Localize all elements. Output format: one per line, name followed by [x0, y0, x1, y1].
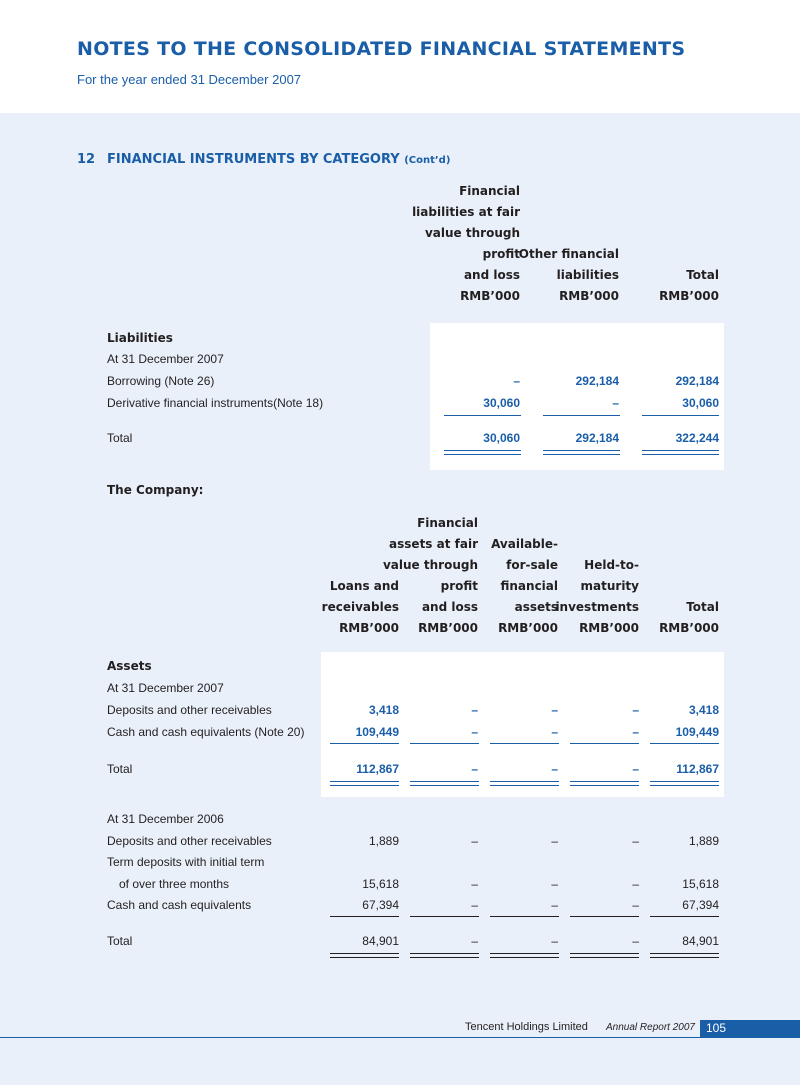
cell-value: 3,418 — [688, 703, 719, 717]
row-label: Term deposits with initial term — [107, 855, 265, 869]
total-double-rule — [543, 450, 620, 455]
cell-value: 322,244 — [675, 431, 719, 445]
cell-value: – — [471, 725, 478, 739]
header-line: Financial — [459, 184, 520, 198]
row-label: Borrowing (Note 26) — [107, 374, 215, 388]
header-line: RMB’000 — [559, 289, 619, 303]
total-double-rule — [490, 781, 559, 786]
liabilities-date: At 31 December 2007 — [107, 352, 224, 366]
subtotal-rule — [444, 415, 521, 416]
header-line: RMB’000 — [659, 289, 719, 303]
cell-value: – — [632, 877, 639, 891]
cell-value: – — [632, 703, 639, 717]
subtotal-rule — [410, 743, 479, 744]
cell-value: – — [471, 877, 478, 891]
cell-value: – — [471, 762, 478, 776]
cell-value: 84,901 — [362, 934, 399, 948]
cell-value: 1,889 — [688, 834, 719, 848]
cell-value: – — [471, 898, 478, 912]
cell-value: 67,394 — [362, 898, 399, 912]
page-title: NOTES TO THE CONSOLIDATED FINANCIAL STATEMENTS — [77, 38, 686, 60]
cell-value: 30,060 — [682, 396, 719, 410]
cell-value: – — [632, 725, 639, 739]
header-line: RMB’000 — [418, 621, 478, 635]
header-line: RMB’000 — [579, 621, 639, 635]
cell-value: – — [471, 703, 478, 717]
cell-value: – — [551, 877, 558, 891]
subtotal-rule — [650, 916, 719, 917]
section-title — [107, 152, 450, 167]
row-label: Total — [107, 934, 133, 948]
header-line: RMB’000 — [659, 621, 719, 635]
row-label: Total — [107, 431, 133, 445]
cell-value: – — [513, 374, 520, 388]
total-double-rule — [410, 953, 479, 958]
cell-value: – — [551, 898, 558, 912]
header-line: and loss — [463, 268, 520, 282]
subtotal-rule — [490, 743, 559, 744]
header-line: receivables — [321, 600, 399, 614]
cell-value: – — [551, 834, 558, 848]
cell-value: – — [632, 762, 639, 776]
cell-value: – — [551, 762, 558, 776]
cell-value: 15,618 — [362, 877, 399, 891]
header-line: financial — [500, 579, 558, 593]
row-label-continued: of over three months — [119, 877, 230, 891]
header-line: Total — [686, 268, 719, 282]
header-line: liabilities at fair — [412, 205, 520, 219]
header-line: RMB’000 — [460, 289, 520, 303]
cell-value: – — [471, 834, 478, 848]
cell-value: 3,418 — [368, 703, 399, 717]
cell-value: – — [632, 834, 639, 848]
header-line: profit — [440, 579, 478, 593]
liabilities-panel — [430, 323, 724, 470]
cell-value: – — [471, 934, 478, 948]
cell-value: – — [551, 703, 558, 717]
subtotal-rule — [490, 916, 559, 917]
header-line: Financial — [417, 516, 478, 530]
subtotal-rule — [410, 916, 479, 917]
subtotal-rule — [543, 415, 620, 416]
header-line: value through — [424, 226, 520, 240]
section-title-cont: (Cont’d) — [404, 155, 451, 166]
header-line: RMB’000 — [498, 621, 558, 635]
footer-company: Tencent Holdings Limited — [465, 1021, 588, 1033]
liabilities-heading: Liabilities — [107, 331, 173, 345]
header-line: liabilities — [556, 268, 619, 282]
header-line: Other financial — [518, 247, 619, 261]
cell-value: 109,449 — [355, 725, 399, 739]
subtotal-rule — [570, 916, 639, 917]
cell-value: 84,901 — [682, 934, 719, 948]
row-label: Deposits and other receivables — [107, 834, 272, 848]
cell-value: 15,618 — [682, 877, 719, 891]
header-line: Available- — [491, 537, 558, 551]
row-label: Cash and cash equivalents (Note 20) — [107, 725, 305, 739]
header-line: RMB’000 — [339, 621, 399, 635]
section-number: 12 — [77, 152, 96, 167]
page-header — [0, 0, 800, 113]
subtotal-rule — [330, 743, 399, 744]
footer-rule — [0, 1037, 700, 1038]
section-title-text: FINANCIAL INSTRUMENTS BY CATEGORY — [107, 152, 400, 167]
total-double-rule — [444, 450, 521, 455]
row-label: Cash and cash equivalents — [107, 898, 252, 912]
total-double-rule — [330, 781, 399, 786]
cell-value: 292,184 — [575, 431, 619, 445]
row-label: Total — [107, 762, 133, 776]
total-double-rule — [650, 781, 719, 786]
subtotal-rule — [642, 415, 719, 416]
total-double-rule — [490, 953, 559, 958]
cell-value: 1,889 — [368, 834, 399, 848]
cell-value: 30,060 — [483, 396, 520, 410]
cell-value: – — [551, 934, 558, 948]
cell-value: 67,394 — [682, 898, 719, 912]
total-double-rule — [650, 953, 719, 958]
subtotal-rule — [650, 743, 719, 744]
subtotal-rule — [570, 743, 639, 744]
assets-heading: Assets — [107, 659, 152, 673]
header-line: and loss — [421, 600, 478, 614]
assets-date-2006: At 31 December 2006 — [107, 812, 224, 826]
header-line: maturity — [580, 579, 639, 593]
footer-report: Annual Report 2007 — [606, 1022, 695, 1033]
cell-value: – — [632, 898, 639, 912]
row-label: Derivative financial instruments(Note 18) — [107, 396, 324, 410]
header-line: Loans and — [329, 579, 399, 593]
header-line: for-sale — [506, 558, 558, 572]
total-double-rule — [330, 953, 399, 958]
cell-value: 109,449 — [675, 725, 719, 739]
cell-value: – — [551, 725, 558, 739]
header-line: assets at fair — [389, 537, 478, 551]
subtotal-rule — [330, 916, 399, 917]
header-line: profit — [482, 247, 520, 261]
total-double-rule — [570, 953, 639, 958]
page-number: 105 — [706, 1021, 727, 1035]
cell-value: – — [632, 934, 639, 948]
header-line: assets — [514, 600, 558, 614]
cell-value: 30,060 — [483, 431, 520, 445]
total-double-rule — [570, 781, 639, 786]
cell-value: 292,184 — [675, 374, 719, 388]
cell-value: 112,867 — [356, 762, 399, 776]
cell-value: 292,184 — [575, 374, 619, 388]
header-line: Total — [686, 600, 719, 614]
header-line: investments — [555, 600, 639, 614]
row-label: Deposits and other receivables — [107, 703, 272, 717]
total-double-rule — [642, 450, 719, 455]
header-line: Held-to- — [584, 558, 639, 572]
total-double-rule — [410, 781, 479, 786]
cell-value: 112,867 — [676, 762, 719, 776]
cell-value: – — [612, 396, 619, 410]
assets-date-2007: At 31 December 2007 — [107, 681, 224, 695]
company-heading: The Company: — [107, 483, 204, 497]
page-subtitle: For the year ended 31 December 2007 — [77, 72, 302, 87]
header-line: value through — [382, 558, 478, 572]
